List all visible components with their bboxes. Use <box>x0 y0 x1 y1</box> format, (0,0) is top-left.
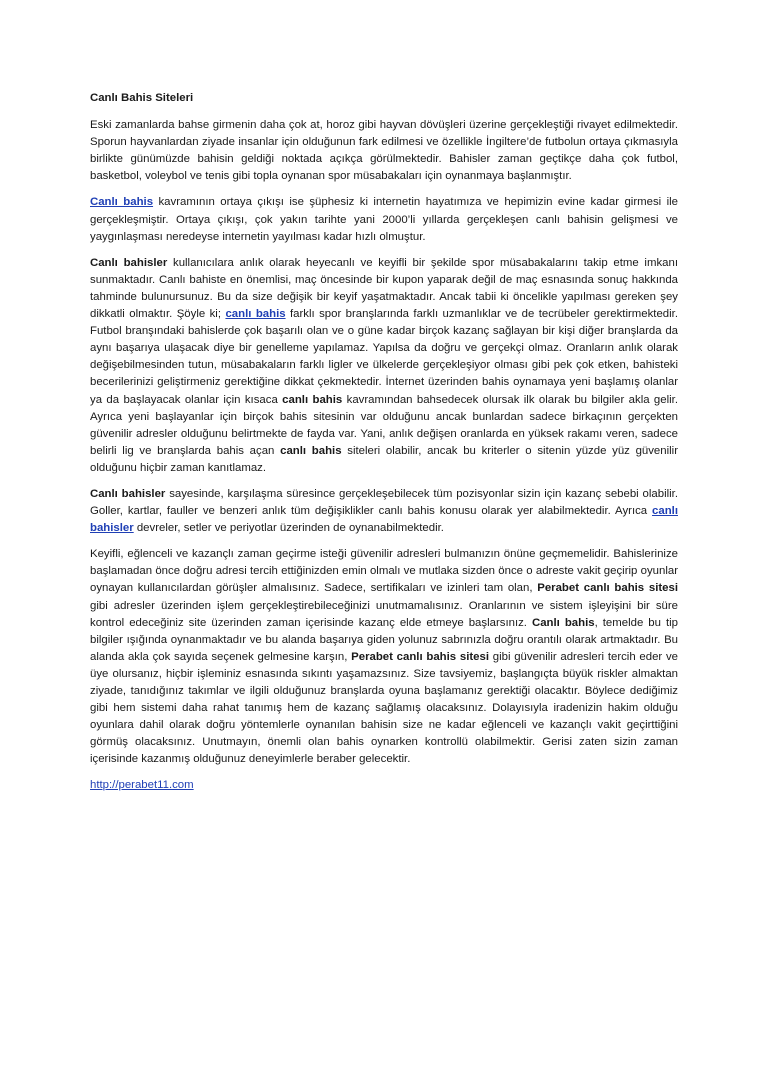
canli-bahis-link[interactable]: Canlı bahis <box>90 196 154 209</box>
page-title: Canlı Bahis Siteleri <box>90 92 194 104</box>
canli-bahis-link[interactable]: canlı bahis <box>225 308 286 321</box>
paragraph-3-text-1: kullanıcılara anlık olarak heyecanlı ve keyifli bir şekilde spor müsabakalarını takip etme imkanı sunmaktadır. Canlı bahiste en önemlisi, maç öncesinde bir kupon yaparak değil de maç esnasında sonuç hakkında tahminde bulunursunuz. Bu da size değişik bir keyif yaşatmaktadır. Ancak tabii ki öncelikle yapılması gereken şey dikkatli olmaktır. Şöyle ki; <box>90 256 678 321</box>
paragraph-1: Eski zamanlarda bahse girmenin daha çok at, horoz gibi hayvan dövüşleri üzerine gerçekleştiği rivayet edilmektedir. Sporun hayvanlardan ziyade insanlar için olduğunun fark edilmesi ve özellikle İngiltere’de futbolun ortaya çıkmasıyla birlikte günümüzde bahisin geldiği noktada açıkça görülmektedir. Bahisler zaman geçtikçe daha çok futbol, basketbol, voleybol ve tenis gibi topla oynanan spor müsabakaları için oynanmaya başlanmıştır. <box>90 119 678 183</box>
paragraph-5 <box>90 546 678 768</box>
url-paragraph <box>90 777 678 794</box>
bold-term: Canlı bahisler <box>90 487 166 500</box>
paragraph-5-text-3: , temelde bu tip bilgiler ışığında oynanmaktadır ve bu alanda başarıya giden yolunuz sabrınızla doğru orantılı olarak artmaktadır. Bu alanda akla çok sayıda seçenek gelmesine karşın, <box>90 616 678 663</box>
bold-term: Canlı bahisler <box>90 256 168 269</box>
paragraph-5-text-1: Keyifli, eğlenceli ve kazançlı zaman geçirme isteği güvenilir adresleri bulmanızın önüne geçmemelidir. Bahislerinize başlamadan önce doğru adresi tercih ettiğinizden emin olmalı ve mutlaka sizden önce o adreste vakit geçirip oyunlar oynayan kullanıcılardan görüşler almalısınız. Sadece, sertifikaları ve izinleri tam olan, <box>90 548 678 595</box>
paragraph-3-text-3: kavramından bahsedecek olursak ilk olarak bu bilgiler akla gelir. Ayrıca yeni başlayanlar için birçok bahis sitesinin var olduğunu ancak bunlardan sadece birkaçının gerçekten güvenilir adresler olduğunu belirtmekte de fayda var. Yani, anlık değişen oranlarda en yüksek rakamı veren, sadece belirli lig ve branşlarda bahis açan <box>90 393 678 457</box>
paragraph-2 <box>90 194 678 245</box>
document-page <box>90 90 678 804</box>
paragraph-4-text-1: sayesinde, karşılaşma süresince gerçekleşebilecek tüm pozisyonlar sizin için kazanç sebebi olabilir. Goller, kartlar, fauller ve benzeri anlık tüm değişiklikler canlı bahis konusu olarak yer alabilmektedir. Ayrıca <box>90 487 678 518</box>
bold-term: Perabet canlı bahis sitesi <box>351 650 489 663</box>
paragraph-5-text-2: gibi adresler üzerinden işlem gerçekleştirebileceğinizi unutmamalısınız. Oranlarının ve sistem işleyişini bir süre kontrol edeceğiniz site üzerinden zaman içerisinde kazanç elde etmeye başlarsınız. <box>90 599 678 629</box>
paragraph-2-text: kavramının ortaya çıkışı ise şüphesiz ki internetin hayatımıza ve hepimizin evine kadar girmesi ile gerçekleşmiştir. Ortaya çıkışı, çok yakın tarihte yani 2000’li yıllarda gerçekleşen canlı bahisin gelişmesi ve yaygınlaşması neredeyse internetin yayılması kadar hızlı olmuştur. <box>90 196 678 243</box>
paragraph-5-text-4: gibi güvenilir adresleri tercih eder ve üye olursanız, hiçbir işleminiz esnasında sıkıntı yaşamazsınız. Size tavsiyemiz, başlangıçta büyük riskler almaktan ziyade, tanıdığınız takımlar ve ilgili olduğunuz branşlarda oyuna başlamanız gerektiği olacaktır. Böylece dediğimiz gibi hem sistemi daha rahat tanımış hem de kazanç sağlamış olacaksınız. Dolayısıyla iradenizin hakim olduğu oyunlara dahil olarak doğru yöntemlerle oynanılan bahisin size ne kadar eğlenceli ve kazançlı vakit geçirttiğini görmüş olacaksınız. Unutmayın, önemli olan bahis oynarken kontrollü olabilmektir. Gerisi zaten sizin zaman içerisinde kazanmış olduğunuz deneyimlerle beraber gelecektir. <box>90 650 678 766</box>
paragraph-3-text-2: farklı spor branşlarında farklı uzmanlıklar ve de tecrübeler gerektirmektedir. Futbol branşındaki bahislerde çok başarılı olan ve o güne kadar birçok kazanç sağlayan bir kişi diğer branşlarda da aynı başarıya ulaşacak diye bir genelleme yapılamaz. Yapılsa da doğru ve gerçekçi olmaz. Oranların anlık olarak değişebilmesinden tutun, müsabakaların farklı ligler ve ülkelerde gerçekleşiyor olması gibi pek çok etken, bahisteki becerilerinizi geliştirmeniz gerektiğine dikkat çekmektedir. İnternet üzerinden bahis oynamaya yeni başlamış olanlar ya da başlayacak olanlar için kısaca <box>90 308 679 406</box>
bold-term: canlı bahis <box>280 444 342 457</box>
bold-term: Perabet canlı bahis sitesi <box>537 582 678 595</box>
canli-bahisler-link[interactable]: canlı bahisler <box>90 505 678 535</box>
paragraph-4 <box>90 486 678 537</box>
paragraph-3-text-4: siteleri olabilir, ancak bu kriterler o sitenin yüzde yüz güvenilir olduğunu hiçbir zaman kanıtlamaz. <box>90 444 678 474</box>
paragraph-3 <box>90 255 678 477</box>
bold-term: canlı bahis <box>282 393 343 406</box>
bold-term: Canlı bahis <box>531 616 595 629</box>
paragraph-4-text-2: devreler, setler ve periyotlar üzerinden de oynanabilmektedir. <box>133 522 444 535</box>
website-link[interactable]: http://perabet11.com <box>90 779 194 792</box>
